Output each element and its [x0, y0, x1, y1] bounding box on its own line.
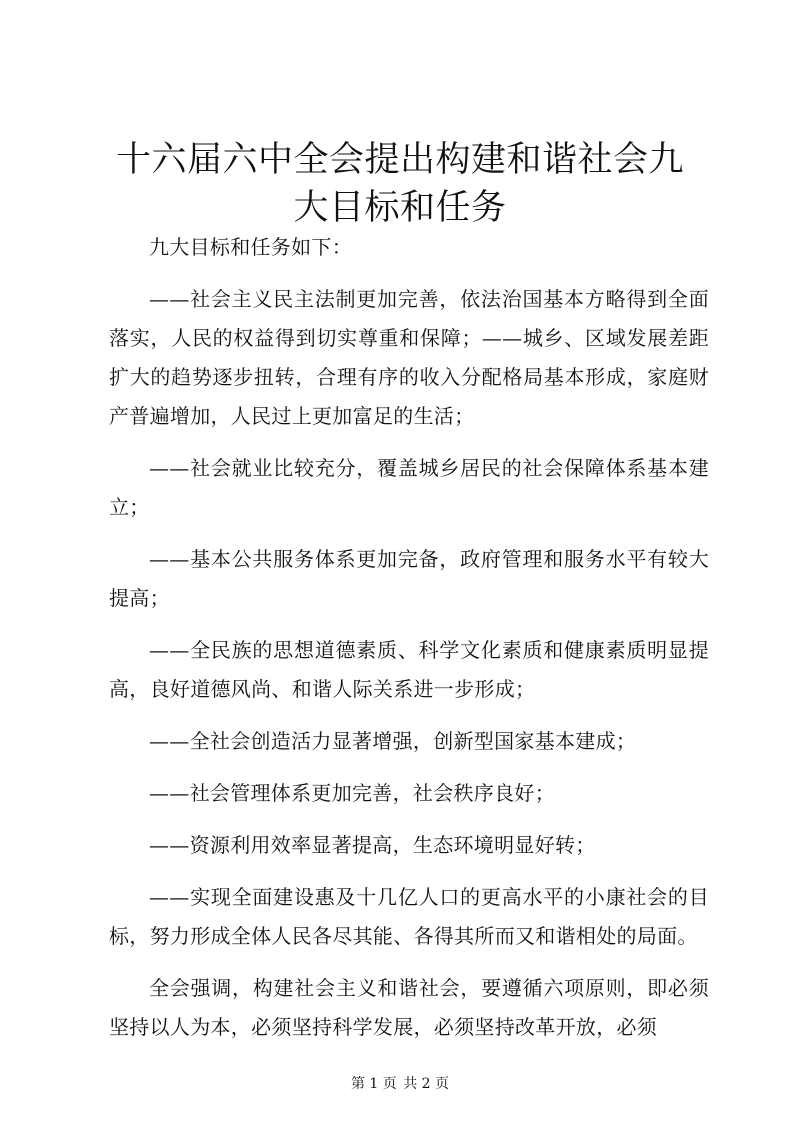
paragraph-goal-democracy-income: ——社会主义民主法制更加完善，依法治国基本方略得到全面落实，人民的权益得到切实尊重和保障；——城乡、区域发展差距扩大的趋势逐步扭转，合理有序的收入分配格局基本形成，家庭财产普遍增加，人民过上更加富足的生活；	[109, 287, 709, 428]
paragraph-goal-xiaokang: ——实现全面建设惠及十几亿人口的更高水平的小康社会的目标，努力形成全体人民各尽其能、各得其所而又和谐相处的局面。	[109, 885, 709, 948]
document-title: 十六届六中全会提出构建和谐社会九大目标和任务	[115, 140, 684, 228]
document-body	[109, 228, 709, 1060]
paragraph-goal-public-services: ——基本公共服务体系更加完备，政府管理和服务水平有较大提高；	[109, 547, 709, 610]
paragraph-goal-employment: ——社会就业比较充分，覆盖城乡居民的社会保障体系基本建立；	[109, 456, 709, 519]
page-number: 第 1 页	[350, 1076, 397, 1092]
paragraph-goal-environment: ——资源利用效率显著提高，生态环境明显好转；	[149, 833, 596, 857]
paragraph-goal-innovation: ——全社会创造活力显著增强，创新型国家基本建成；	[149, 729, 637, 753]
paragraph-principles: 全会强调，构建社会主义和谐社会，要遵循六项原则，即必须坚持以人为本，必须坚持科学发展，必须坚持改革开放，必须	[109, 976, 709, 1039]
paragraph-goal-moral-quality: ——全民族的思想道德素质、科学文化素质和健康素质明显提高，良好道德风尚、和谐人际关系进一步形成；	[109, 638, 709, 701]
page-total: 共 2 页	[403, 1076, 450, 1092]
paragraph-goal-social-management: ——社会管理体系更加完善，社会秩序良好；	[149, 781, 555, 805]
paragraph-intro: 九大目标和任务如下：	[149, 235, 352, 259]
page-footer	[0, 1074, 800, 1094]
